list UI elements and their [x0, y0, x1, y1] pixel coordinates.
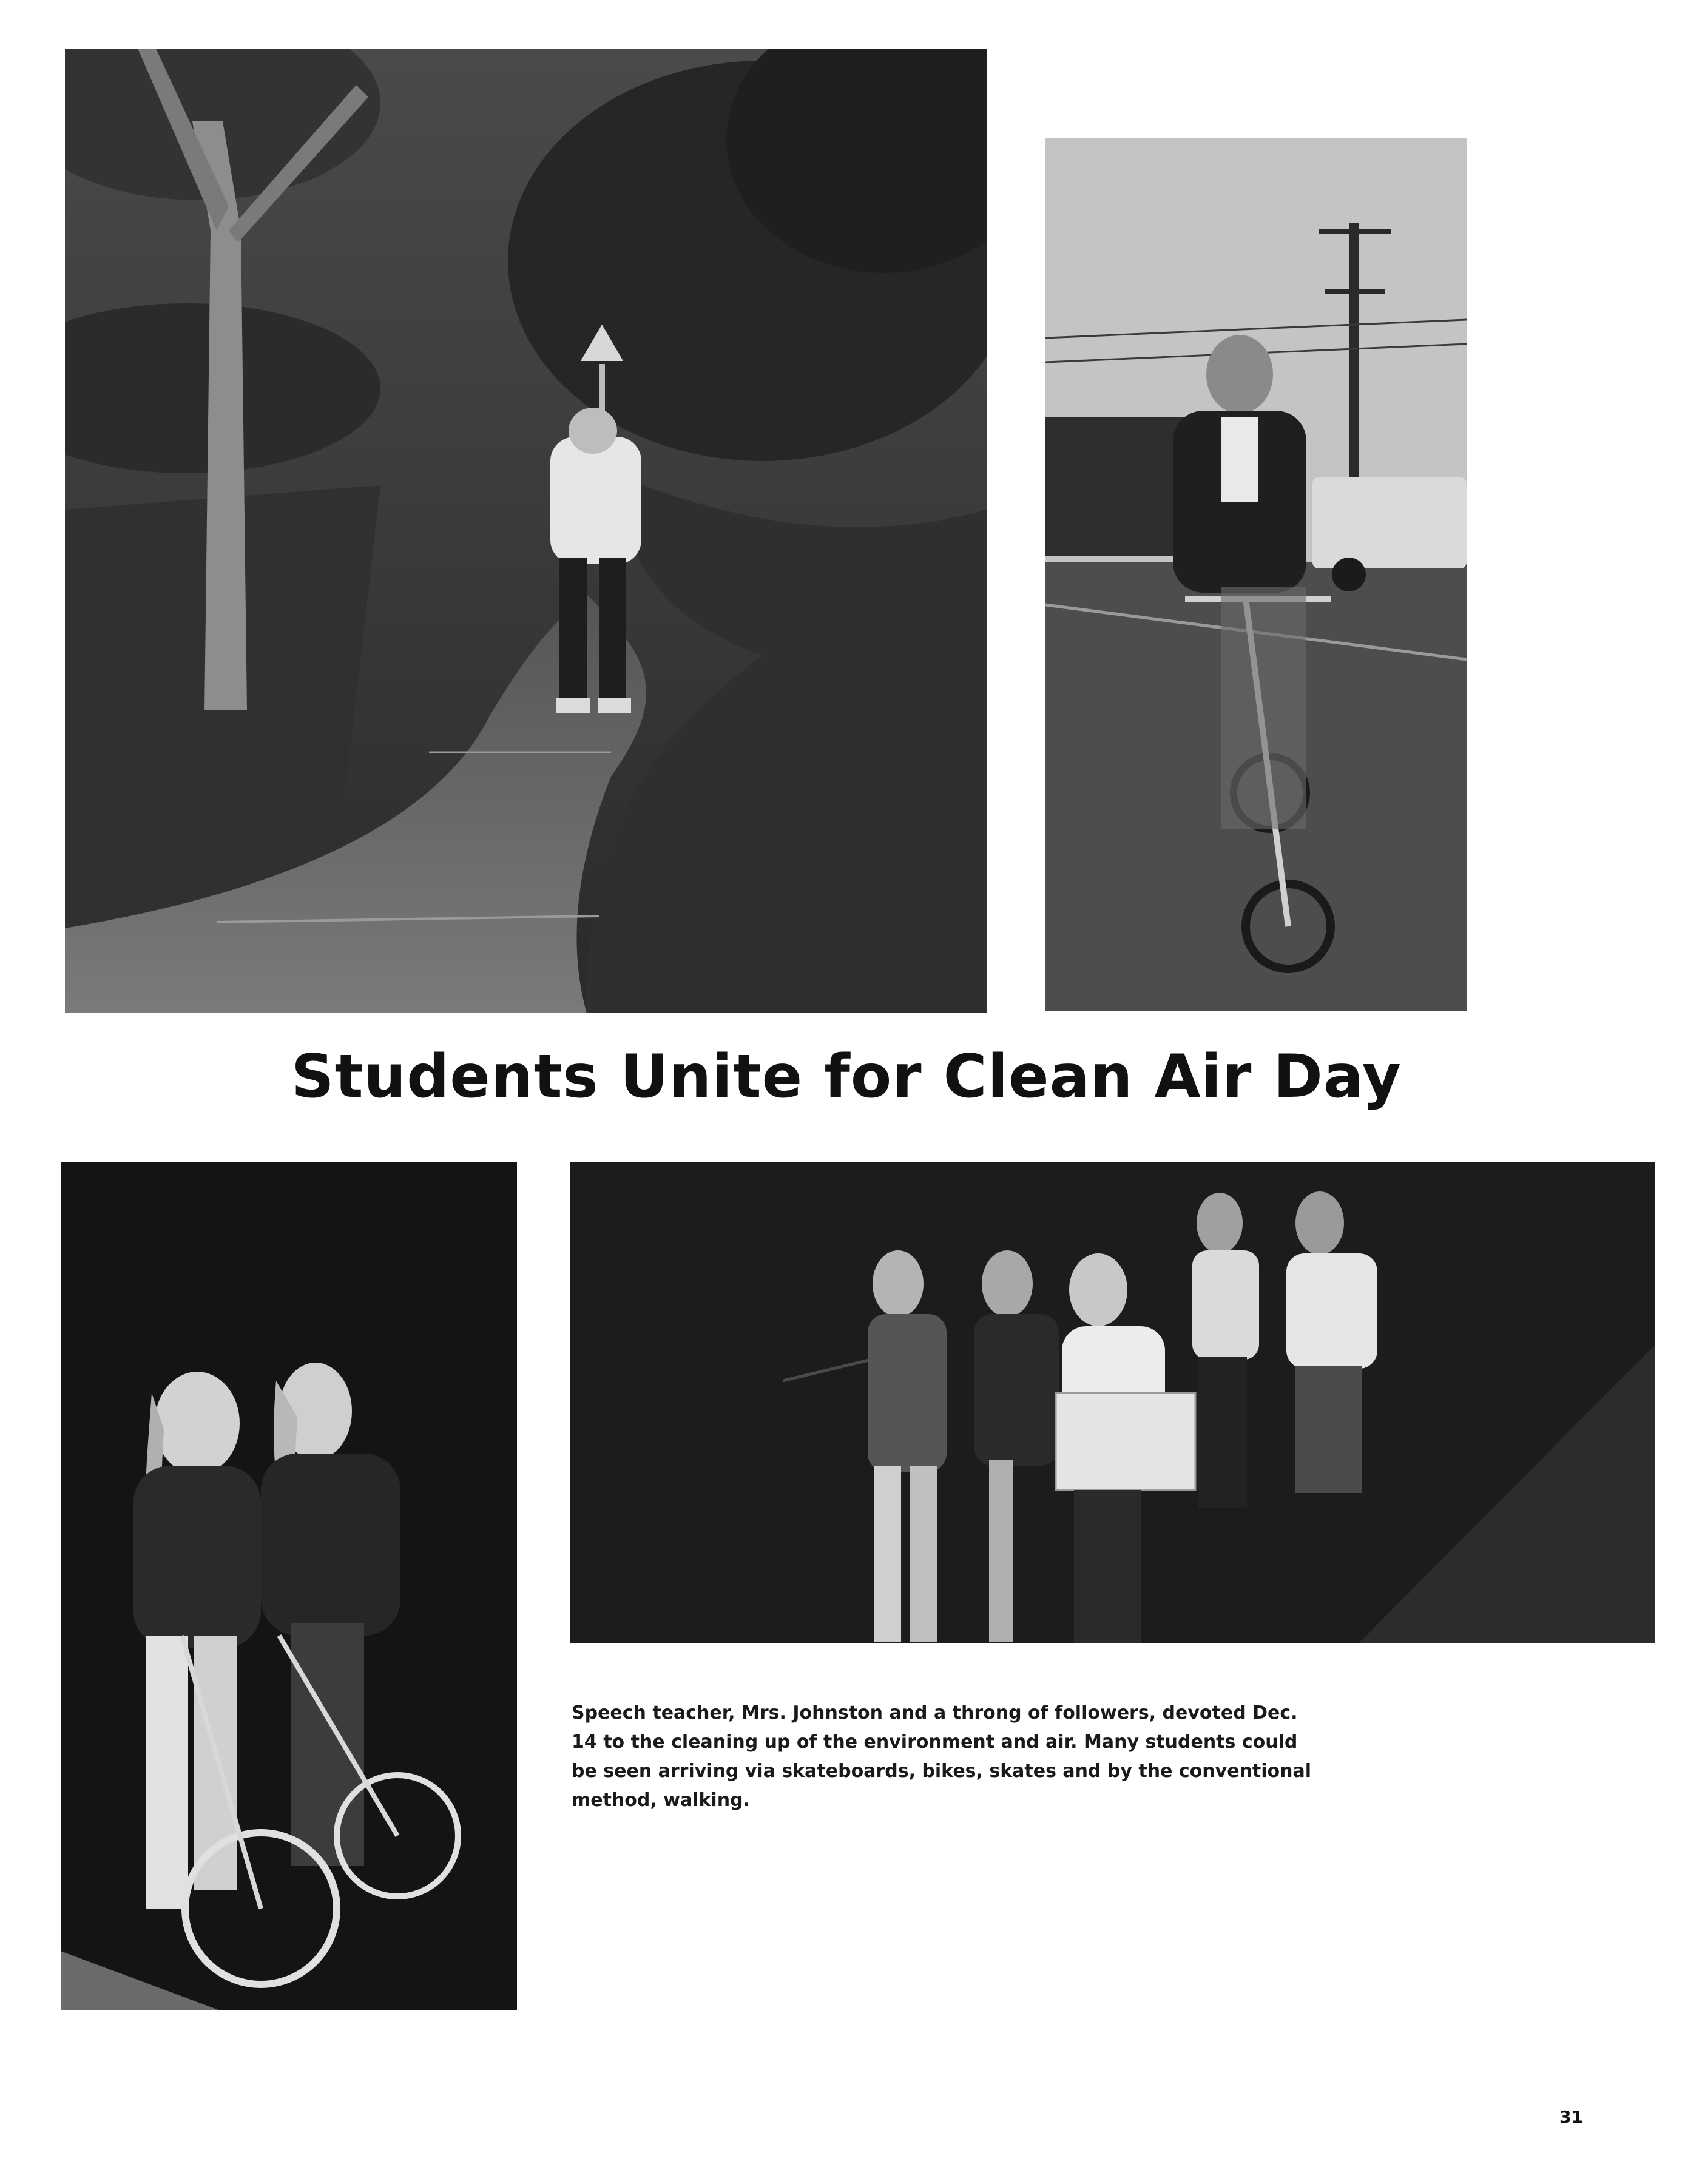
page-number: 31 — [1559, 2107, 1583, 2127]
page-title: Students Unite for Clean Air Day — [291, 1042, 1402, 1111]
photo-group-walking — [570, 1162, 1655, 1643]
photo-sidewalk-walker — [65, 49, 987, 1013]
photo-cyclist — [1045, 138, 1467, 1011]
photo-two-girls-on-bikes — [61, 1162, 517, 2010]
photo-caption: Speech teacher, Mrs. Johnston and a throng of followers, devoted Dec. 14 to the cleaning up of the environment and air. Many students could be seen arriving via skateboards, bikes, skates and by the conventional method, walking. — [572, 1702, 1312, 1811]
